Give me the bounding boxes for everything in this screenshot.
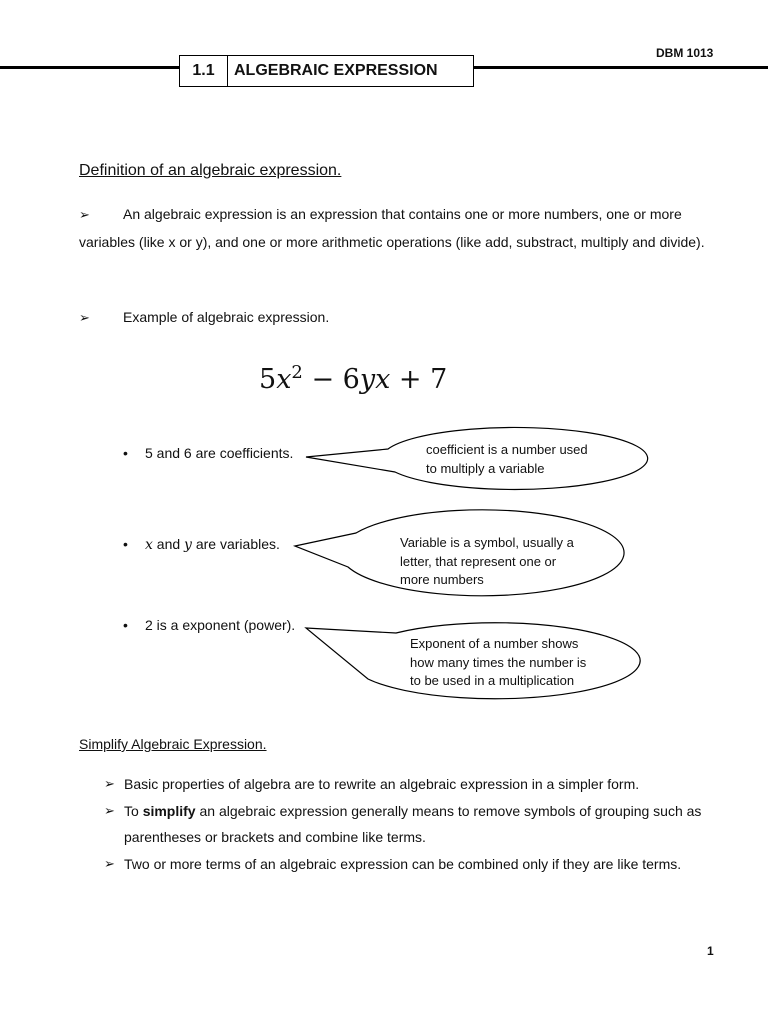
callout-line: Variable is a symbol, usually a xyxy=(400,535,574,550)
list-item xyxy=(104,851,724,877)
arrow-bullet-icon: ➢ xyxy=(104,803,115,818)
callout-coefficient-text xyxy=(426,441,626,478)
bullet-var-y: y xyxy=(184,537,192,553)
formula-coef2: 6 xyxy=(342,364,360,395)
formula-var2: yx xyxy=(359,364,391,395)
arrow-bullet-icon: ➢ xyxy=(104,776,115,791)
bullet-coefficients: • 5 and 6 are coefficients. xyxy=(123,445,294,461)
bullet-variables-end: are variables. xyxy=(191,536,280,552)
callout-line: more numbers xyxy=(400,572,484,587)
bullet-coefficients-text: 5 and 6 are coefficients. xyxy=(145,445,294,461)
page-number: 1 xyxy=(707,944,714,958)
formula-var1: x xyxy=(276,364,292,395)
bullet-variables: • x and y are variables. xyxy=(123,536,280,553)
definition-heading: Definition of an algebraic expression. xyxy=(79,162,342,179)
callout-line: letter, that represent one or xyxy=(400,553,557,569)
bullet-exponent: • 2 is a exponent (power). xyxy=(123,617,296,633)
formula-coef1: 5 xyxy=(259,364,277,395)
bullet-var-x: x xyxy=(145,537,153,553)
arrow-bullet-icon: ➢ xyxy=(104,856,115,871)
simplify-heading: Simplify Algebraic Expression. xyxy=(79,736,267,752)
list-item xyxy=(104,798,724,850)
callout-line: how many times the number is xyxy=(410,654,587,670)
callout-variable-text xyxy=(400,534,610,590)
definition-text: An algebraic expression is an expression that contains one or more numbers, one or more variables (like x or y), and one or more arithmetic operations (like add, substract, multiply and divide). xyxy=(79,206,705,250)
callout-exponent-text xyxy=(410,635,620,691)
list-item-text: To xyxy=(124,803,143,819)
list-item-text: Two or more terms of an algebraic expression can be combined only if they are like terms. xyxy=(124,856,682,872)
formula-exponent: 2 xyxy=(291,362,303,383)
callout-line: Exponent of a number shows xyxy=(410,636,579,651)
formula-op2: + xyxy=(390,364,431,395)
list-item xyxy=(104,771,724,797)
simplify-list xyxy=(104,771,724,878)
formula-const: 7 xyxy=(430,364,448,395)
list-item-text: an algebraic expression generally means to remove symbols of grouping such as parentheses or brackets and combine like terms. xyxy=(124,803,702,845)
callout-line: to multiply a variable xyxy=(426,460,545,476)
section-number: 1.1 xyxy=(180,56,228,86)
section-title: ALGEBRAIC EXPRESSION xyxy=(234,62,438,79)
formula-op1: − xyxy=(302,364,343,395)
arrow-bullet-icon: ➢ xyxy=(79,310,90,325)
bullet-variables-mid: and xyxy=(152,536,185,552)
callout-line: coefficient is a number used xyxy=(426,442,588,457)
example-label: Example of algebraic expression. xyxy=(123,309,330,325)
bullet-exponent-text: 2 is a exponent (power). xyxy=(145,617,296,633)
callout-line: to be used in a multiplication xyxy=(410,673,575,688)
arrow-bullet-icon: ➢ xyxy=(79,207,90,222)
list-item-text: Basic properties of algebra are to rewrite an algebraic expression in a simpler form. xyxy=(124,776,640,792)
list-item-bold: simplify xyxy=(142,803,196,819)
document-code: DBM 1013 xyxy=(656,46,714,60)
